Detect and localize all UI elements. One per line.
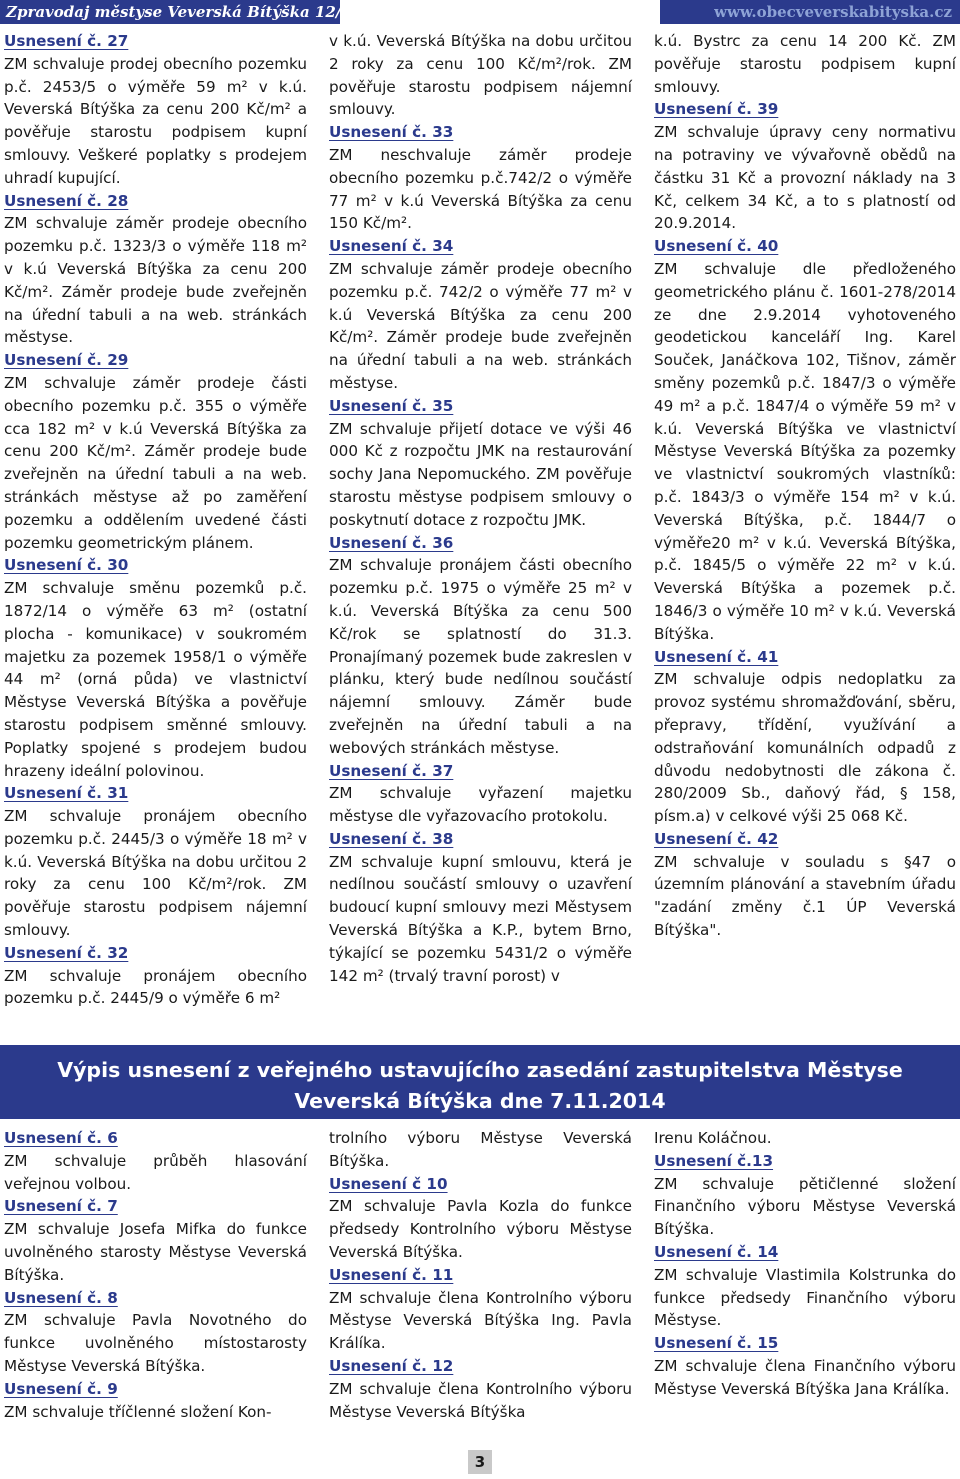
resolution-heading: Usnesení č. 9 [4, 1379, 118, 1398]
top-column-3 [654, 30, 956, 942]
resolution-text: ZM schvaluje záměr prodeje obecního pozemku p.č. 742/2 o výměře 77 m² v k.ú Veverská Bítýška za cenu 200 Kč/m². Záměr prodeje bude zveřejněn na úřední tabuli a na web. stránkách městyse. [329, 259, 632, 392]
page-header [0, 0, 960, 24]
bottom-column-1 [4, 1127, 307, 1423]
resolution-heading: Usnesení č. 28 [4, 191, 129, 210]
section-banner-title: Výpis usnesení z veřejného ustavujícího zasedání zastupitelstva Městyse Veverská Bítýška dne 7.11.2014 [0, 1045, 960, 1119]
website-url: www.obecveverskabityska.cz [660, 0, 960, 24]
bottom-column-3 [654, 1127, 956, 1401]
resolution-heading: Usnesení č. 7 [4, 1197, 118, 1216]
resolution-text: v k.ú. Veverská Bítýška na dobu určitou 2 roky za cenu 100 Kč/m²/rok. ZM pověřuje starostu podpisem nájemní smlouvy. [329, 32, 632, 119]
resolution-heading: Usnesení č. 42 [654, 829, 779, 848]
resolution-text: ZM schvaluje kupní smlouvu, která je nedílnou součástí smlouvy o uzavření budoucí kupní smlouvy mezi Městysem Veverská Bítýška a K.P., bytem Brno, týkající se pozemku 5431/2 o výměře 142 m² (trvalý travní porost) v [329, 852, 632, 985]
resolution-heading: Usnesení č. 15 [654, 1334, 779, 1353]
resolution-text: ZM schvaluje průběh hlasování veřejnou volbou. [4, 1151, 307, 1193]
resolution-text: k.ú. Bystrc za cenu 14 200 Kč. ZM pověřuje starostu podpisem kupní smlouvy. [654, 32, 956, 96]
resolution-text: ZM schvaluje prodej obecního pozemku p.č. 2453/5 o výměře 59 m² v k.ú. Veverská Bítýška za cenu 200 Kč/m² a pověřuje starostu podpisem kupní smlouvy. Veškeré poplatky s prodejem uhradí kupující. [4, 54, 307, 187]
resolution-heading: Usnesení č. 37 [329, 761, 454, 780]
resolution-text: ZM schvaluje pronájem obecního pozemku p.č. 2445/9 o výměře 6 m² [4, 966, 307, 1008]
resolution-text: ZM schvaluje záměr prodeje obecního pozemku p.č. 1323/3 o výměře 118 m² v k.ú Veverská Bítýška za cenu 200 Kč/m². Záměr prodeje bude zveřejněn na úřední tabuli a na web. stránkách městyse. [4, 214, 307, 347]
resolution-text: ZM schvaluje pětičlenné složení Finančního výboru Městyse Veverská Bítýška. [654, 1174, 956, 1239]
resolution-heading: Usnesení č. 8 [4, 1288, 118, 1307]
resolution-heading: Usnesení č. 36 [329, 533, 454, 552]
resolution-heading: Usnesení č. 32 [4, 943, 129, 962]
resolution-text: ZM schvaluje odpis nedoplatku za provoz systému shromažďování, sběru, přepravy, třídění, využívání a odstraňování komunálních odpadů z důvodu nedobytnosti dle zákona č. 280/2009 Sb., daňový řád, § 158, písm.a) v celkové výši 25 068 Kč. [654, 670, 956, 826]
resolution-text: ZM schvaluje člena Kontrolního výboru Městyse Veverská Bítýška Ing. Pavla Králíka. [329, 1288, 632, 1353]
resolution-text: trolního výboru Městyse Veverská Bítýška. [329, 1129, 632, 1170]
top-column-2 [329, 30, 632, 987]
resolution-text: ZM schvaluje v souladu s §47 o územním plánování a stavebním úřadu "zadání změny č.1 ÚP Veverská Bítýška". [654, 852, 956, 940]
resolution-text: ZM schvaluje dle předloženého geometrického plánu č. 1601-278/2014 ze dne 2.9.2014 vyhotoveného geodetickou kanceláří Ing. Karel Souček, Janáčkova 102, Tišnov, záměr směny pozemků p.č. 1847/3 o výměře 49 m² a p.č. 1847/4 o výměře 59 m² v k.ú. Veverská Bítýška ve vlastnictví Městyse Veverská Bítýška za pozemky ve vlastnictví soukromých vlastníků: p.č. 1843/3 o výměře 154 m² v k.ú. Veverská Bítýška, p.č. 1844/7 o výměře20 m² v k.ú. Veverská Bítýška, p.č. 1845/5 o výměře 22 m² v k.ú. Veverská Bítýška a pozemek p.č. 1846/3 o výměře 10 m² v k.ú. Veverská Bítýška. [654, 259, 956, 643]
resolution-text: ZM schvaluje úpravy ceny normativu na potraviny ve vývařovně obědů na částku 31 Kč a provozní náklady na 3 Kč, celkem 34 Kč, a to s platností od 20.9.2014. [654, 123, 956, 233]
resolution-text: Irenu Koláčnou. [654, 1129, 772, 1147]
bottom-column-2 [329, 1127, 632, 1423]
resolution-heading: Usnesení č. 27 [4, 32, 129, 50]
resolution-text: ZM schvaluje směnu pozemků p.č. 1872/14 o výměře 63 m² (ostatní plocha - komunikace) v soukromém majetku za pozemek 1958/1 o výměře 44 m² (orná půda) ve vlastnictví Městyse Veverská Bítýška a pověřuje starostu podpisem směnné smlouvy. Poplatky spojené s prodejem budou hrazeny ideální polovinou. [4, 579, 307, 780]
resolution-heading: Usnesení č. 12 [329, 1356, 454, 1375]
resolution-heading: Usnesení č. 33 [329, 123, 454, 142]
resolution-text: ZM schvaluje záměr prodeje části obecního pozemku p.č. 355 o výměře cca 182 m² v k.ú Veverská Bítýška za cenu 200 Kč/m². Záměr prodeje bude zveřejněn na úřední tabuli a na web. stránkách městyse až po zaměření pozemku a oddělením uvedené části pozemku geometrickým plánem. [4, 373, 307, 552]
resolution-text: ZM schvaluje Pavla Kozla do funkce předsedy Kontrolního výboru Městyse Veverská Bítýška. [329, 1197, 632, 1261]
resolution-heading: Usnesení č. 11 [329, 1265, 454, 1284]
resolution-heading: Usnesení č. 14 [654, 1242, 779, 1261]
resolution-heading: Usnesení č 10 [329, 1174, 448, 1193]
resolution-heading: Usnesení č.13 [654, 1151, 774, 1170]
resolution-heading: Usnesení č. 41 [654, 647, 779, 666]
resolution-text: ZM schvaluje Vlastimila Kolstrunka do funkce předsedy Finančního výboru Městyse. [654, 1265, 956, 1330]
resolution-heading: Usnesení č. 35 [329, 396, 454, 415]
resolution-text: ZM schvaluje pronájem obecního pozemku p.č. 2445/3 o výměře 18 m² v k.ú. Veverská Bítýška na dobu určitou 2 roky za cenu 100 Kč/m²/rok. ZM pověřuje starostu podpisem nájemní smlouvy. [4, 807, 307, 940]
resolution-text: ZM schvaluje Josefa Mifka do funkce uvolněného starosty Městyse Veverská Bítýška. [4, 1220, 307, 1284]
page-number: 3 [468, 1450, 492, 1474]
resolution-text: ZM schvaluje vyřazení majetku městyse dle vyřazovacího protokolu. [329, 784, 632, 826]
resolution-text: ZM schvaluje Pavla Novotného do funkce uvolněného místostarosty Městyse Veverská Bítýška. [4, 1311, 307, 1375]
resolution-text: ZM schvaluje člena Kontrolního výboru Městyse Veverská Bítýška [329, 1379, 632, 1421]
resolution-heading: Usnesení č. 6 [4, 1129, 118, 1147]
resolution-text: ZM schvaluje tříčlenné složení Kon- [4, 1402, 272, 1421]
resolution-heading: Usnesení č. 30 [4, 556, 129, 575]
top-column-1 [4, 30, 307, 1010]
resolution-heading: Usnesení č. 39 [654, 100, 779, 119]
newsletter-title: Zpravodaj městyse Veverská Bítýška 12/2014 [0, 0, 340, 24]
resolution-heading: Usnesení č. 31 [4, 784, 129, 803]
resolution-text: ZM schvaluje pronájem části obecního pozemku p.č. 1975 o výměře 25 m² v k.ú. Veverská Bítýška za cenu 500 Kč/rok se splatností do 31.3. Pronajímaný pozemek bude zakreslen v plánku, který bude nedílnou součástí nájemní smlouvy. Záměr bude zveřejněn na úřední tabuli a na webových stránkách městyse. [329, 556, 632, 757]
resolution-heading: Usnesení č. 29 [4, 351, 129, 370]
resolution-text: ZM neschvaluje záměr prodeje obecního pozemku p.č.742/2 o výměře 77 m² v k.ú Veverská Bítýška za cenu 150 Kč/m². [329, 145, 632, 233]
resolution-text: ZM schvaluje člena Finančního výboru Městyse Veverská Bítýška Jana Králíka. [654, 1356, 956, 1398]
resolution-heading: Usnesení č. 38 [329, 829, 454, 848]
resolution-text: ZM schvaluje přijetí dotace ve výši 46 000 Kč z rozpočtu JMK na restaurování sochy Jana Nepomuckého. ZM pověřuje starostu městyse podpisem smlouvy o poskytnutí dotace z rozpočtu JMK. [329, 419, 632, 529]
resolution-heading: Usnesení č. 40 [654, 237, 779, 256]
resolution-heading: Usnesení č. 34 [329, 237, 454, 256]
